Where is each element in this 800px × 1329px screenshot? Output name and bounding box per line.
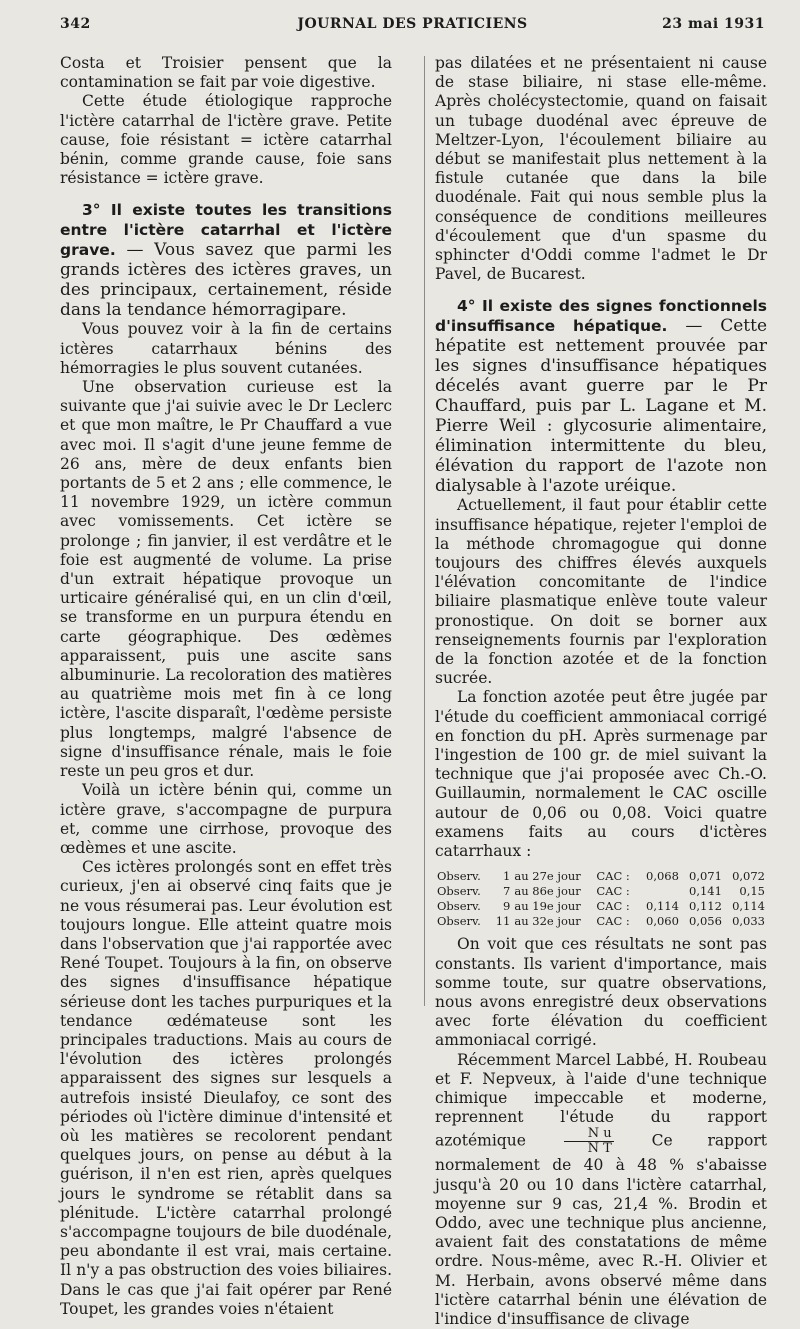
table-cell-v4: 0,114 — [732, 899, 765, 914]
section-heading-4 — [435, 296, 767, 496]
table-cell-range: au 32e jour — [514, 914, 581, 929]
azotemic-ratio-fraction — [564, 1127, 614, 1156]
table-cell-range: au 27e jour — [514, 869, 581, 884]
table-cell-num: 9 — [503, 899, 511, 914]
table-cell-cac: CAC : — [596, 884, 630, 899]
table-cell-v4: 0,033 — [732, 914, 765, 929]
table-cell-v3: 0,056 — [689, 914, 722, 929]
section-number: 3° — [82, 201, 101, 220]
section-intro: — Vous savez que parmi les grands ictères des ictères graves, un des principaux, certainement, réside dans la tendance hémorragipare. — [60, 240, 392, 321]
right-column — [435, 54, 767, 1329]
section-title: Il existe toutes les transitions entre l'ictère catarrhal et l'ictère grave. — [60, 201, 393, 260]
column-divider — [424, 56, 425, 1006]
table-cell-v3: 0,071 — [689, 869, 722, 884]
table-cell-num: 11 — [495, 914, 511, 929]
paragraph: On voit que ces résultats ne sont pas constants. Ils varient d'importance, mais somme toute, sur quatre observations, nous avons enregistré deux observations avec forte élévation du coefficient ammoniacal corrigé. — [435, 935, 767, 1050]
table-cell-cac: CAC : — [596, 869, 630, 884]
table-cell-range: au 19e jour — [514, 899, 581, 914]
paragraph-text: Récemment Marcel Labbé, H. Roubeau et F. Nepveux, à l'aide d'une technique chimique impeccable et moderne, reprennent l'étude du rapport azotémique — [435, 1050, 767, 1150]
table-cell-label: Observ. — [437, 869, 481, 884]
table-cell-v2: 0,114 — [646, 899, 679, 914]
section-number: 4° — [457, 297, 476, 316]
table-cell-label: Observ. — [437, 899, 481, 914]
paragraph — [435, 1051, 767, 1329]
table-cell-v2 — [638, 884, 681, 899]
fraction-numerator: N u — [564, 1127, 614, 1142]
table-cell-label: Observ. — [437, 884, 481, 899]
table-cell-num: 1 — [503, 869, 511, 884]
table-cell-v2: 0,060 — [646, 914, 679, 929]
table-cell-v3: 0,141 — [689, 884, 722, 899]
paragraph-text: Ce rapport normalement de 40 à 48 % s'abaisse jusqu'à 20 ou 10 dans l'ictère catarrhal, moyenne sur 9 cas, 21,4 %. Brodin et Oddo, avec une technique plus ancienne, avaient fait des constatations de même ordre. Nous-même, avec R.-H. Olivier et M. Herbain, avons observé même dans l'ictère catarrhal bénin une élévation de l'indice d'insuffisance de clivage — [435, 1131, 767, 1328]
table-cell-v4: 0,15 — [739, 884, 765, 899]
paragraph: Costa et Troisier pensent que la contamination se fait par voie digestive. — [60, 54, 392, 92]
fraction-denominator: N T — [587, 1141, 612, 1157]
section-heading-3 — [60, 200, 392, 320]
table-cell-num: 7 — [503, 884, 511, 899]
table-cell-label: Observ. — [437, 914, 481, 929]
table-row — [435, 899, 767, 914]
page-number: 342 — [60, 16, 91, 32]
paragraph: La fonction azotée peut être jugée par l'étude du coefficient ammoniacal corrigé en fonction du pH. Après surmenage par l'ingestion de 100 gr. de miel suivant la technique que j'ai proposée avec Ch.-O. Guillaumin, normalement le CAC oscille autour de 0,06 ou 0,08. Voici quatre examens faits au cours d'ictères catarrhaux : — [435, 688, 767, 861]
paragraph: Cette étude étiologique rapproche l'ictère catarrhal de l'ictère grave. Petite cause, foie résistant = ictère catarrhal bénin, comme grande cause, foie sans résistance = ictère grave. — [60, 92, 392, 188]
left-column — [60, 54, 392, 1319]
paragraph: Une observation curieuse est la suivante que j'ai suivie avec le Dr Leclerc et que mon maître, le Pr Chauffard a vue avec moi. Il s'agit d'une jeune femme de 26 ans, mère de deux enfants bien portants de 5 et 2 ans ; elle commence, le 11 novembre 1929, un ictère commun avec vomissements. Cet ictère se prolonge ; fin janvier, il est verdâtre et le foie est augmenté de volume. La prise d'un extrait hépatique provoque un urticaire généralisé qui, en un clin d'œil, se transforme en un purpura étendu en carte géographique. Des œdèmes apparaissent, puis une ascite sans albuminurie. La recoloration des matières au quatrième mois met fin à ce long ictère, l'ascite disparaît, l'œdème persiste plus longtemps, malgré l'absence de signe d'insuffisance rénale, mais le foie reste un peu gros et dur. — [60, 378, 392, 781]
section-intro: — Cette hépatite est nettement prouvée par les signes d'insuffisance hépatiques décelés avant guerre par le Pr Chauffard, puis par L. Lagane et M. Pierre Weil : glycosurie alimentaire, élimination intermittente du bleu, élévation du rapport de l'azote non dialysable à l'azote uréique. — [435, 316, 768, 497]
table-row — [435, 869, 767, 884]
running-header — [60, 16, 765, 38]
issue-date: 23 mai 1931 — [662, 16, 765, 32]
table-cell-range: au 86e jour — [514, 884, 581, 899]
table-cell-v3: 0,112 — [689, 899, 722, 914]
paragraph: Voilà un ictère bénin qui, comme un ictère grave, s'accompagne de purpura et, comme une cirrhose, provoque des œdèmes et une ascite. — [60, 781, 392, 857]
table-cell-cac: CAC : — [596, 899, 630, 914]
paragraph: pas dilatées et ne présentaient ni cause de stase biliaire, ni stase elle-même. Après cholécystectomie, quand on faisait un tubage duodénal avec épreuve de Meltzer-Lyon, l'écoulement biliaire au début se manifestait plus nettement à la fistule cutanée que dans la bile duodénale. Fait qui nous semble plus la conséquence de conditions meilleures d'écoulement que d'un spasme du sphincter d'Oddi comme l'admet le Dr Pavel, de Bucarest. — [435, 54, 767, 284]
table-row — [435, 884, 767, 899]
table-cell-v2: 0,068 — [646, 869, 679, 884]
journal-title: JOURNAL DES PRATICIENS — [297, 16, 528, 32]
section-title: Il existe des signes fonctionnels d'insuffisance hépatique. — [435, 297, 768, 336]
table-row — [435, 914, 767, 929]
cac-observations-table — [435, 869, 767, 929]
paragraph: Vous pouvez voir à la fin de certains ictères catarrhaux bénins des hémorragies le plus souvent cutanées. — [60, 320, 392, 377]
table-cell-v4: 0,072 — [732, 869, 765, 884]
paragraph: Ces ictères prolongés sont en effet très curieux, j'en ai observé cinq faits que je ne vous résumerai pas. Leur évolution est toujours longue. Elle atteint quatre mois dans l'observation que j'ai rapportée avec René Toupet. Toujours à la fin, on observe des signes d'insuffisance hépatique sérieuse dont les taches purpuriques et la tendance œdémateuse sont les principales traductions. Mais au cours de l'évolution des ictères prolongés apparaissent des signes sur lesquels a autrefois insisté Dieulafoy, ce sont des périodes où l'ictère diminue d'intensité et où les matières se recolorent pendant quelques jours, on pense au début à la guérison, il n'en est rien, après quelques jours le syndrome se rétablit dans sa plénitude. L'ictère catarrhal prolongé s'accompagne toujours de bile duodénale, peu abondante il est vrai, mais certaine. Il n'y a pas obstruction des voies biliaires. Dans le cas que j'ai fait opérer par René Toupet, les grandes voies n'étaient — [60, 858, 392, 1318]
table-cell-cac: CAC : — [596, 914, 630, 929]
paragraph: Actuellement, il faut pour établir cette insuffisance hépatique, rejeter l'emploi de la méthode chromagogue qui donne toujours des chiffres élevés auxquels l'élévation concomitante de l'indice biliaire plasmatique enlève toute valeur pronostique. On doit se borner aux renseignements fournis par l'exploration de la fonction azotée et de la fonction sucrée. — [435, 496, 767, 688]
